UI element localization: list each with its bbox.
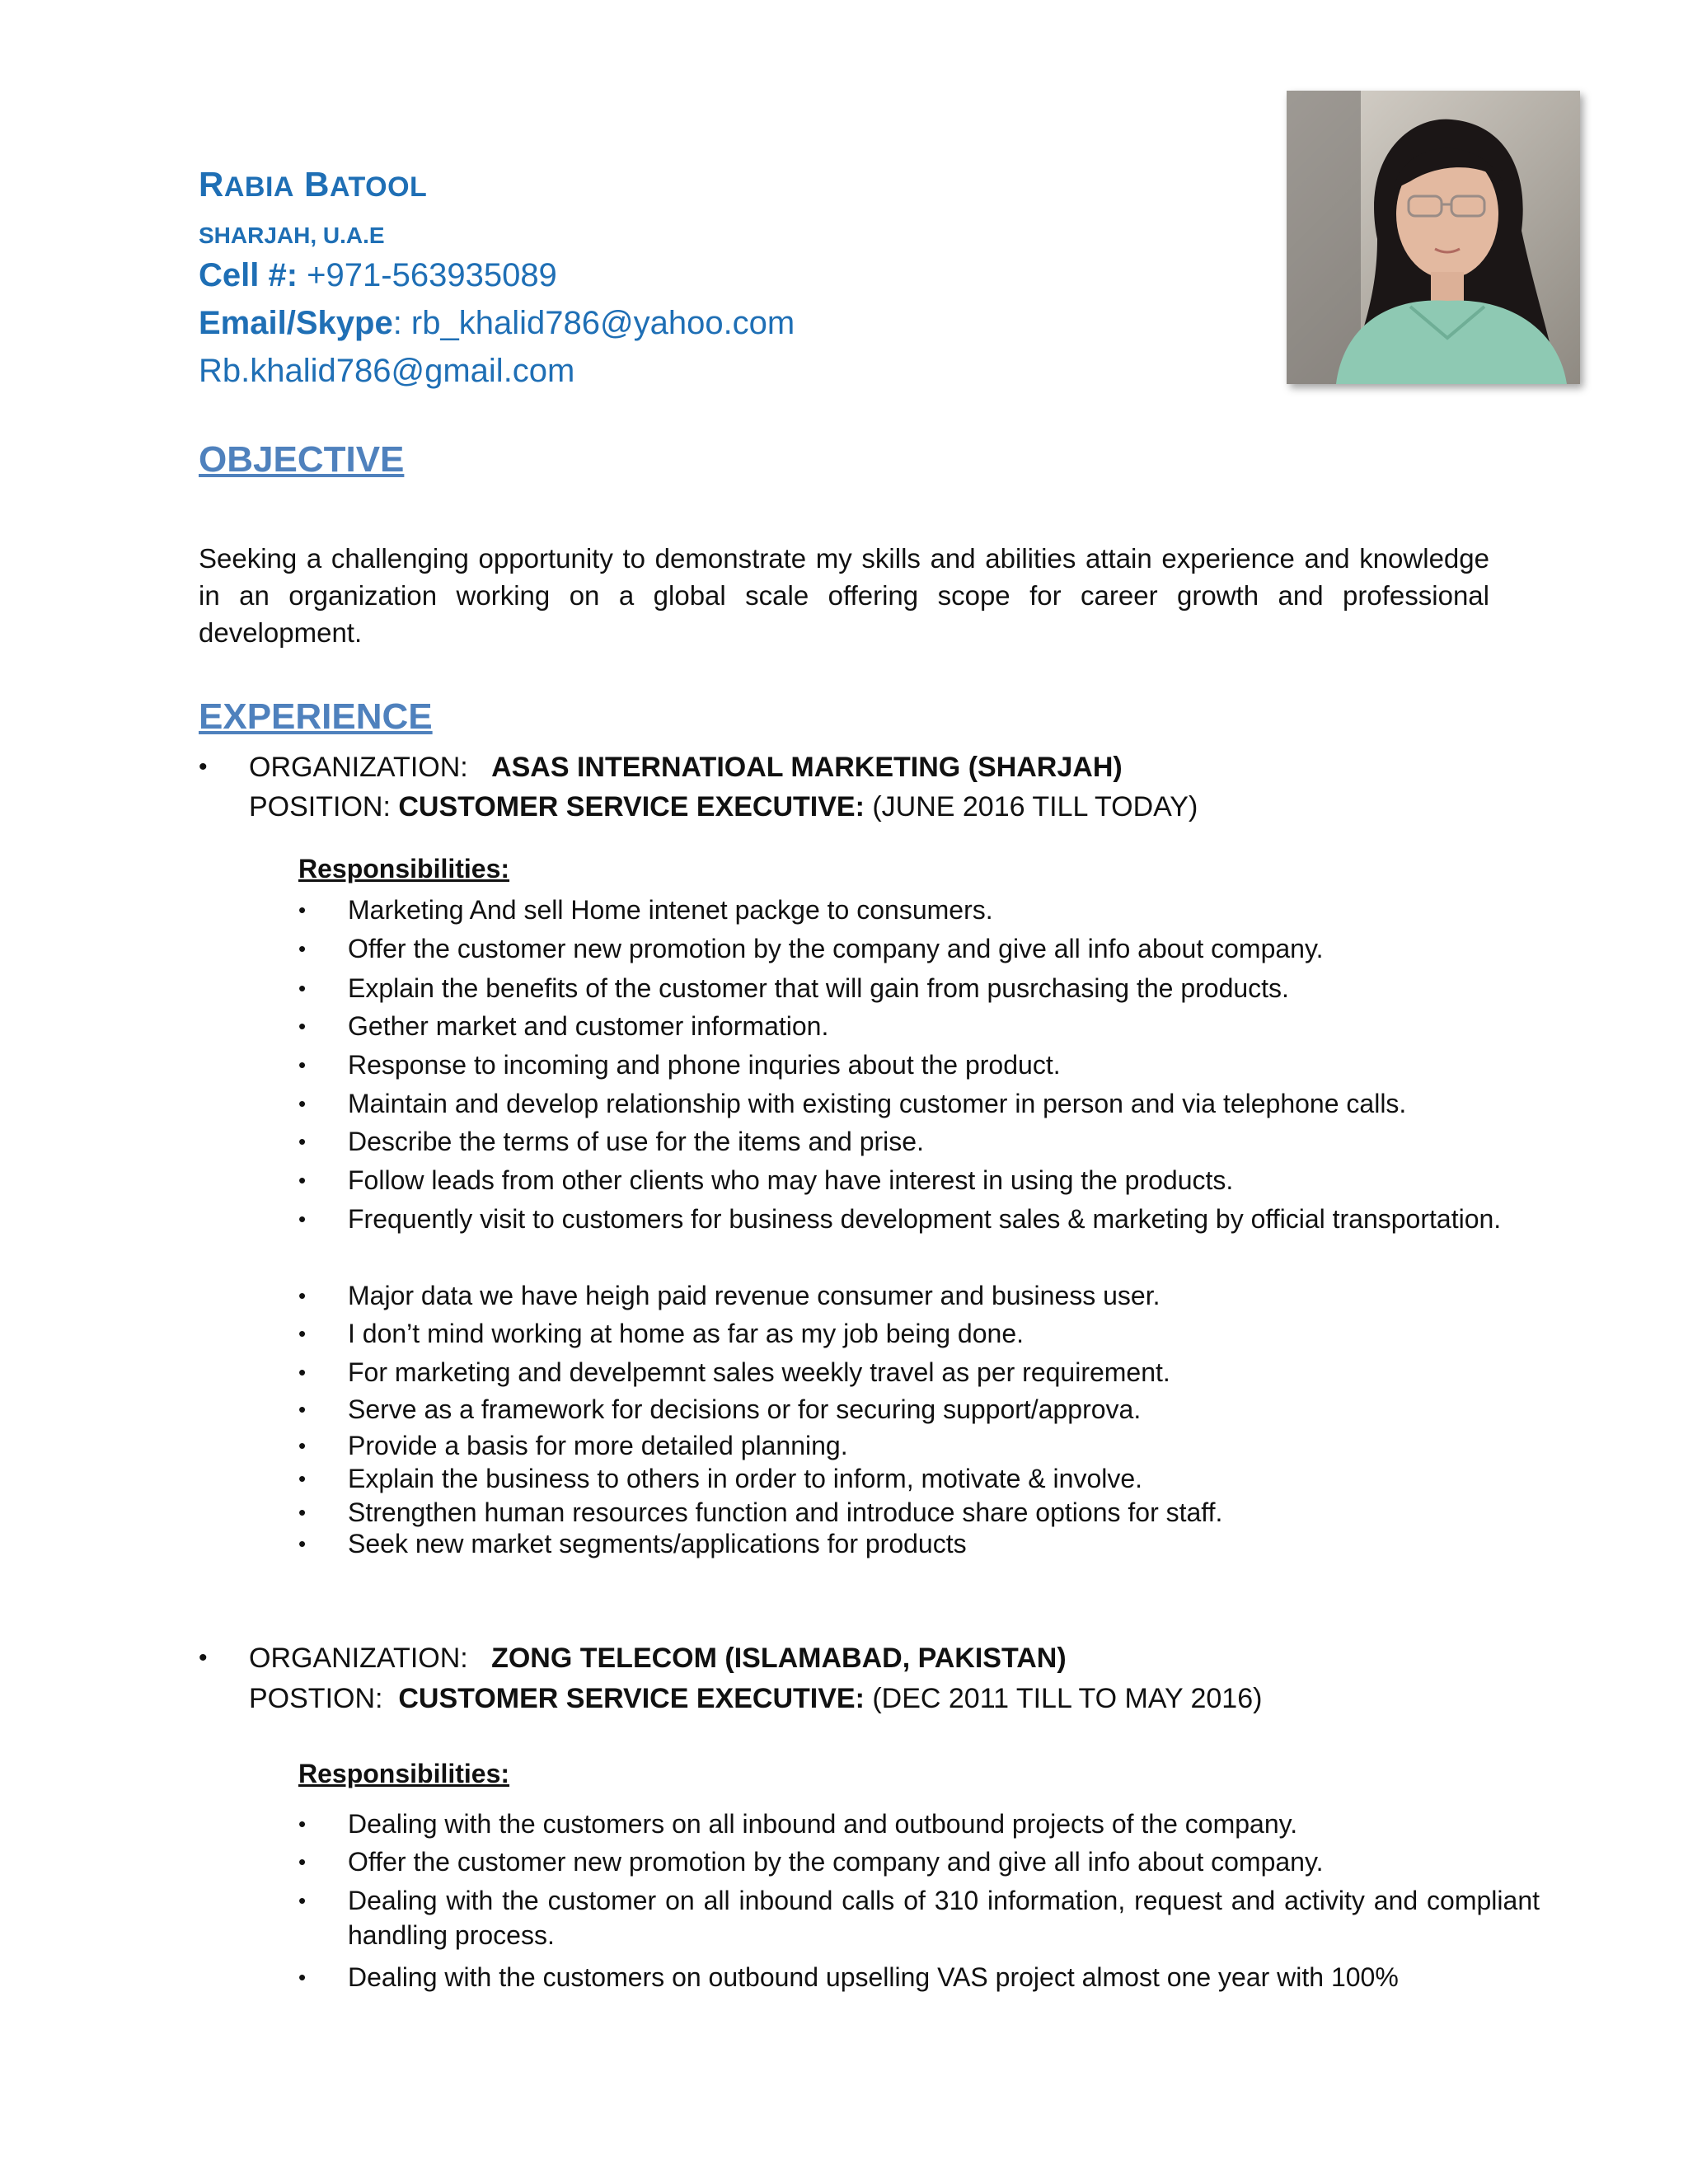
- bullet-dot: •: [298, 1014, 307, 1038]
- responsibility-text: Serve as a framework for decisions or for securing support/approva.: [348, 1394, 1142, 1424]
- responsibility-text: Offer the customer new promotion by the company and give all info about company.: [348, 934, 1324, 963]
- responsibility-text: Dealing with the customers on all inbound and outbound projects of the company.: [348, 1809, 1298, 1839]
- responsibility-text: For marketing and develpemnt sales weekly travel as per requirement.: [348, 1357, 1170, 1387]
- responsibility-text: Strengthen human resources function and introduce share options for staff.: [348, 1497, 1223, 1527]
- responsibility-text: Explain the business to others in order to inform, motivate & involve.: [348, 1464, 1143, 1493]
- bullet-dot: •: [298, 1531, 307, 1556]
- bullet-dot: •: [298, 1500, 307, 1525]
- bullet-dot: •: [298, 1849, 307, 1874]
- bullet-dot: •: [298, 1360, 307, 1385]
- bullet-dot: •: [298, 1207, 307, 1231]
- bullet-dot: •: [298, 898, 307, 922]
- responsibility-text: Frequently visit to customers for business development sales & marketing by official transportation.: [348, 1204, 1502, 1234]
- email-skype: Email/Skype: rb_khalid786@yahoo.com: [199, 305, 795, 341]
- job-bullet: •: [199, 753, 208, 780]
- objective-heading: OBJECTIVE: [199, 439, 405, 480]
- profile-photo: [1287, 91, 1580, 384]
- responsibility-text: I don’t mind working at home as far as my job being done.: [348, 1319, 1024, 1348]
- bullet-dot: •: [298, 976, 307, 1001]
- responsibility-text: Offer the customer new promotion by the company and give all info about company.: [348, 1847, 1324, 1877]
- bullet-dot: •: [298, 1129, 307, 1154]
- responsibility-text: Marketing And sell Home intenet packge to consumers.: [348, 895, 993, 925]
- bullet-dot: •: [298, 1433, 307, 1458]
- bullet-dot: •: [298, 1091, 307, 1116]
- responsibilities-heading: Responsibilities:: [298, 1759, 510, 1788]
- job-organization: ORGANIZATION: ASAS INTERNATIOAL MARKETING (SHARJAH): [249, 752, 1123, 783]
- job-bullet: •: [199, 1644, 208, 1671]
- bullet-dot: •: [298, 1811, 307, 1836]
- experience-heading: EXPERIENCE: [199, 696, 433, 737]
- job-organization: ORGANIZATION: ZONG TELECOM (ISLAMABAD, PAKISTAN): [249, 1643, 1067, 1674]
- bullet-dot: •: [298, 1888, 307, 1913]
- bullet-dot: •: [298, 1321, 307, 1346]
- location: SHARJAH, U.A.E: [199, 223, 385, 248]
- bullet-dot: •: [298, 1965, 307, 1990]
- bullet-dot: •: [298, 1168, 307, 1193]
- job-position: POSTION: CUSTOMER SERVICE EXECUTIVE: (DEC 2011 TILL TO MAY 2016): [249, 1683, 1263, 1714]
- bullet-dot: •: [298, 1397, 307, 1422]
- bullet-dot: •: [298, 936, 307, 961]
- bullet-dot: •: [298, 1466, 307, 1491]
- responsibility-text: Dealing with the customers on outbound upselling VAS project almost one year with 100%: [348, 1962, 1399, 1992]
- bullet-dot: •: [298, 1283, 307, 1308]
- responsibility-text: Maintain and develop relationship with existing customer in person and via telephone calls.: [348, 1089, 1407, 1118]
- responsibility-text: Describe the terms of use for the items and prise.: [348, 1127, 924, 1156]
- cell-number: Cell #: +971-563935089: [199, 257, 557, 293]
- responsibility-text: Provide a basis for more detailed planning.: [348, 1431, 848, 1460]
- candidate-name: RABIA BATOOL: [199, 165, 428, 204]
- responsibility-text: Explain the benefits of the customer that will gain from pusrchasing the products.: [348, 973, 1289, 1003]
- responsibility-text: Gether market and customer information.: [348, 1011, 829, 1041]
- responsibility-text: Follow leads from other clients who may have interest in using the products.: [348, 1165, 1234, 1195]
- email-secondary: Rb.khalid786@gmail.com: [199, 353, 575, 389]
- bullet-dot: •: [298, 1052, 307, 1077]
- responsibilities-heading: Responsibilities:: [298, 854, 510, 883]
- objective-text: Seeking a challenging opportunity to demonstrate my skills and abilities attain experience and knowledge in an organization working on a global scale offering scope for career growth and professional development.: [199, 543, 1489, 648]
- responsibility-text: Seek new market segments/applications for products: [348, 1529, 967, 1558]
- responsibility-text: Major data we have heigh paid revenue consumer and business user.: [348, 1281, 1160, 1310]
- responsibility-text: Response to incoming and phone inquries about the product.: [348, 1050, 1061, 1080]
- responsibility-text: Dealing with the customer on all inbound calls of 310 information, request and activity and compliant handling process.: [348, 1886, 1540, 1950]
- job-position: POSITION: CUSTOMER SERVICE EXECUTIVE: (JUNE 2016 TILL TODAY): [249, 791, 1198, 823]
